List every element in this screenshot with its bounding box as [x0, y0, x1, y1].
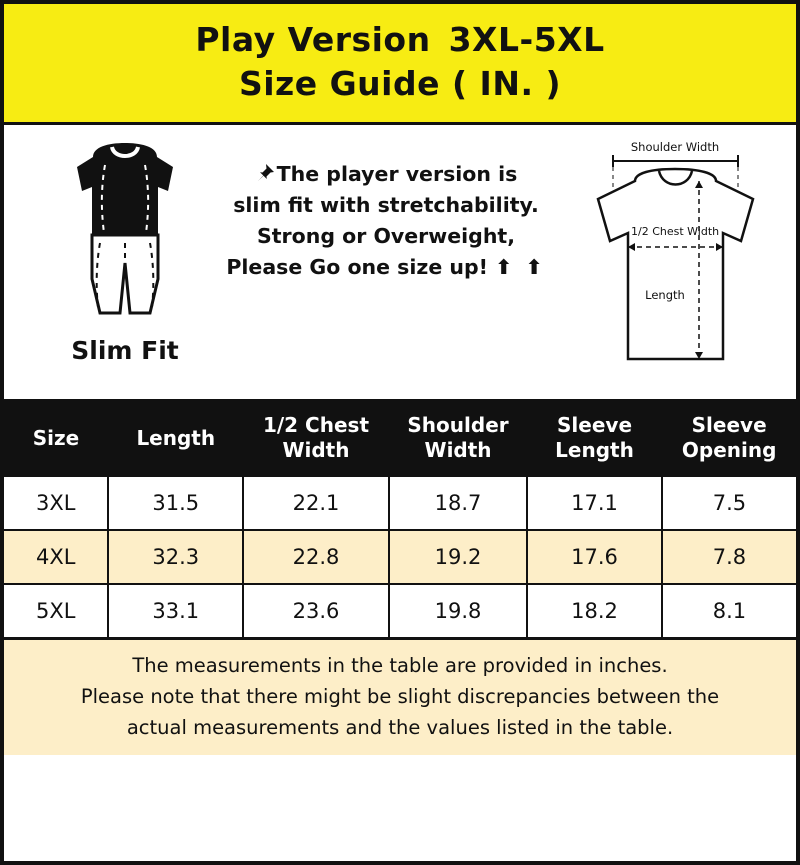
- fit-note-line-1: [226, 159, 546, 190]
- cell-size: 3XL: [4, 477, 108, 530]
- cell-sleeve-opening: 8.1: [662, 584, 796, 639]
- size-table-head: [4, 399, 796, 477]
- fit-note-text-1: The player version is: [276, 162, 518, 186]
- cell-shoulder: 19.8: [389, 584, 527, 639]
- cell-sleeve-length: 17.6: [527, 530, 662, 584]
- footer-line-1: The measurements in the table are provided in inches.: [132, 654, 668, 677]
- up-arrow-icon: ⬆ ⬆: [495, 255, 546, 279]
- cell-size: 4XL: [4, 530, 108, 584]
- footer-line-2: Please note that there might be slight discrepancies between the: [80, 685, 720, 708]
- cell-length: 32.3: [108, 530, 243, 584]
- cell-shoulder: 19.2: [389, 530, 527, 584]
- cell-sleeve-length: 18.2: [527, 584, 662, 639]
- header-banner: [4, 4, 796, 122]
- header-cell-chest-width: [243, 399, 389, 477]
- cell-chest: 23.6: [243, 584, 389, 639]
- header-title-line2: Size Guide ( IN. ): [238, 64, 562, 103]
- table-row: [4, 530, 796, 584]
- fit-note-line-3: Strong or Overweight,: [256, 224, 516, 248]
- header-cell-shoulder-a: Shoulder: [407, 413, 509, 437]
- cell-chest: 22.1: [243, 477, 389, 530]
- size-table-body: [4, 477, 796, 639]
- cell-sleeve-length: 17.1: [527, 477, 662, 530]
- header-cell-size: [4, 399, 108, 477]
- header-cell-shoulder-b: Width: [424, 438, 492, 462]
- info-band: [4, 122, 796, 399]
- header-title-size-range: 3XL-5XL: [448, 20, 605, 59]
- cell-shoulder: 18.7: [389, 477, 527, 530]
- footer-line-3: actual measurements and the values listed in the table.: [126, 716, 674, 739]
- header-cell-sleeve-opening-b: Opening: [681, 438, 777, 462]
- header-cell-sleeve-opening-a: Sleeve: [691, 413, 767, 437]
- pushpin-icon: [255, 161, 275, 192]
- header-cell-sleeve-opening: [662, 399, 796, 477]
- header-cell-sleeve-length-a: Sleeve: [557, 413, 633, 437]
- footer-disclaimer: [4, 640, 796, 755]
- header-cell-size-a: Size: [32, 425, 80, 450]
- header-cell-length: [108, 399, 243, 477]
- cell-length: 31.5: [108, 477, 243, 530]
- measurement-diagram: [573, 137, 778, 387]
- header-cell-length-a: Length: [136, 425, 216, 450]
- header-cell-chest-b: Width: [282, 438, 350, 462]
- fit-label: Slim Fit: [71, 336, 179, 365]
- header-cell-shoulder-width: [389, 399, 527, 477]
- header-title-line1: [4, 18, 796, 62]
- header-title-play-version: Play Version: [195, 20, 431, 59]
- diagram-label-shoulder-width: Shoulder Width: [630, 140, 720, 154]
- cell-chest: 22.8: [243, 530, 389, 584]
- fit-note: [226, 159, 546, 283]
- size-table-header-row: [4, 399, 796, 477]
- header-cell-chest-a: 1/2 Chest: [262, 413, 369, 437]
- fit-note-line-2: slim fit with stretchability.: [233, 193, 539, 217]
- table-row: [4, 584, 796, 639]
- header-cell-sleeve-length: [527, 399, 662, 477]
- fit-note-line-4: [226, 252, 546, 283]
- cell-sleeve-opening: 7.5: [662, 477, 796, 530]
- size-table: [4, 399, 796, 640]
- diagram-label-length: Length: [645, 288, 685, 302]
- slim-fit-figure-icon: [30, 139, 220, 334]
- table-row: [4, 477, 796, 530]
- header-cell-sleeve-length-b: Length: [555, 438, 634, 462]
- cell-sleeve-opening: 7.8: [662, 530, 796, 584]
- diagram-label-chest-width: 1/2 Chest Width: [631, 225, 720, 238]
- fit-note-text-4: Please Go one size up!: [226, 255, 488, 279]
- cell-size: 5XL: [4, 584, 108, 639]
- fit-illustration-block: [30, 139, 220, 365]
- cell-length: 33.1: [108, 584, 243, 639]
